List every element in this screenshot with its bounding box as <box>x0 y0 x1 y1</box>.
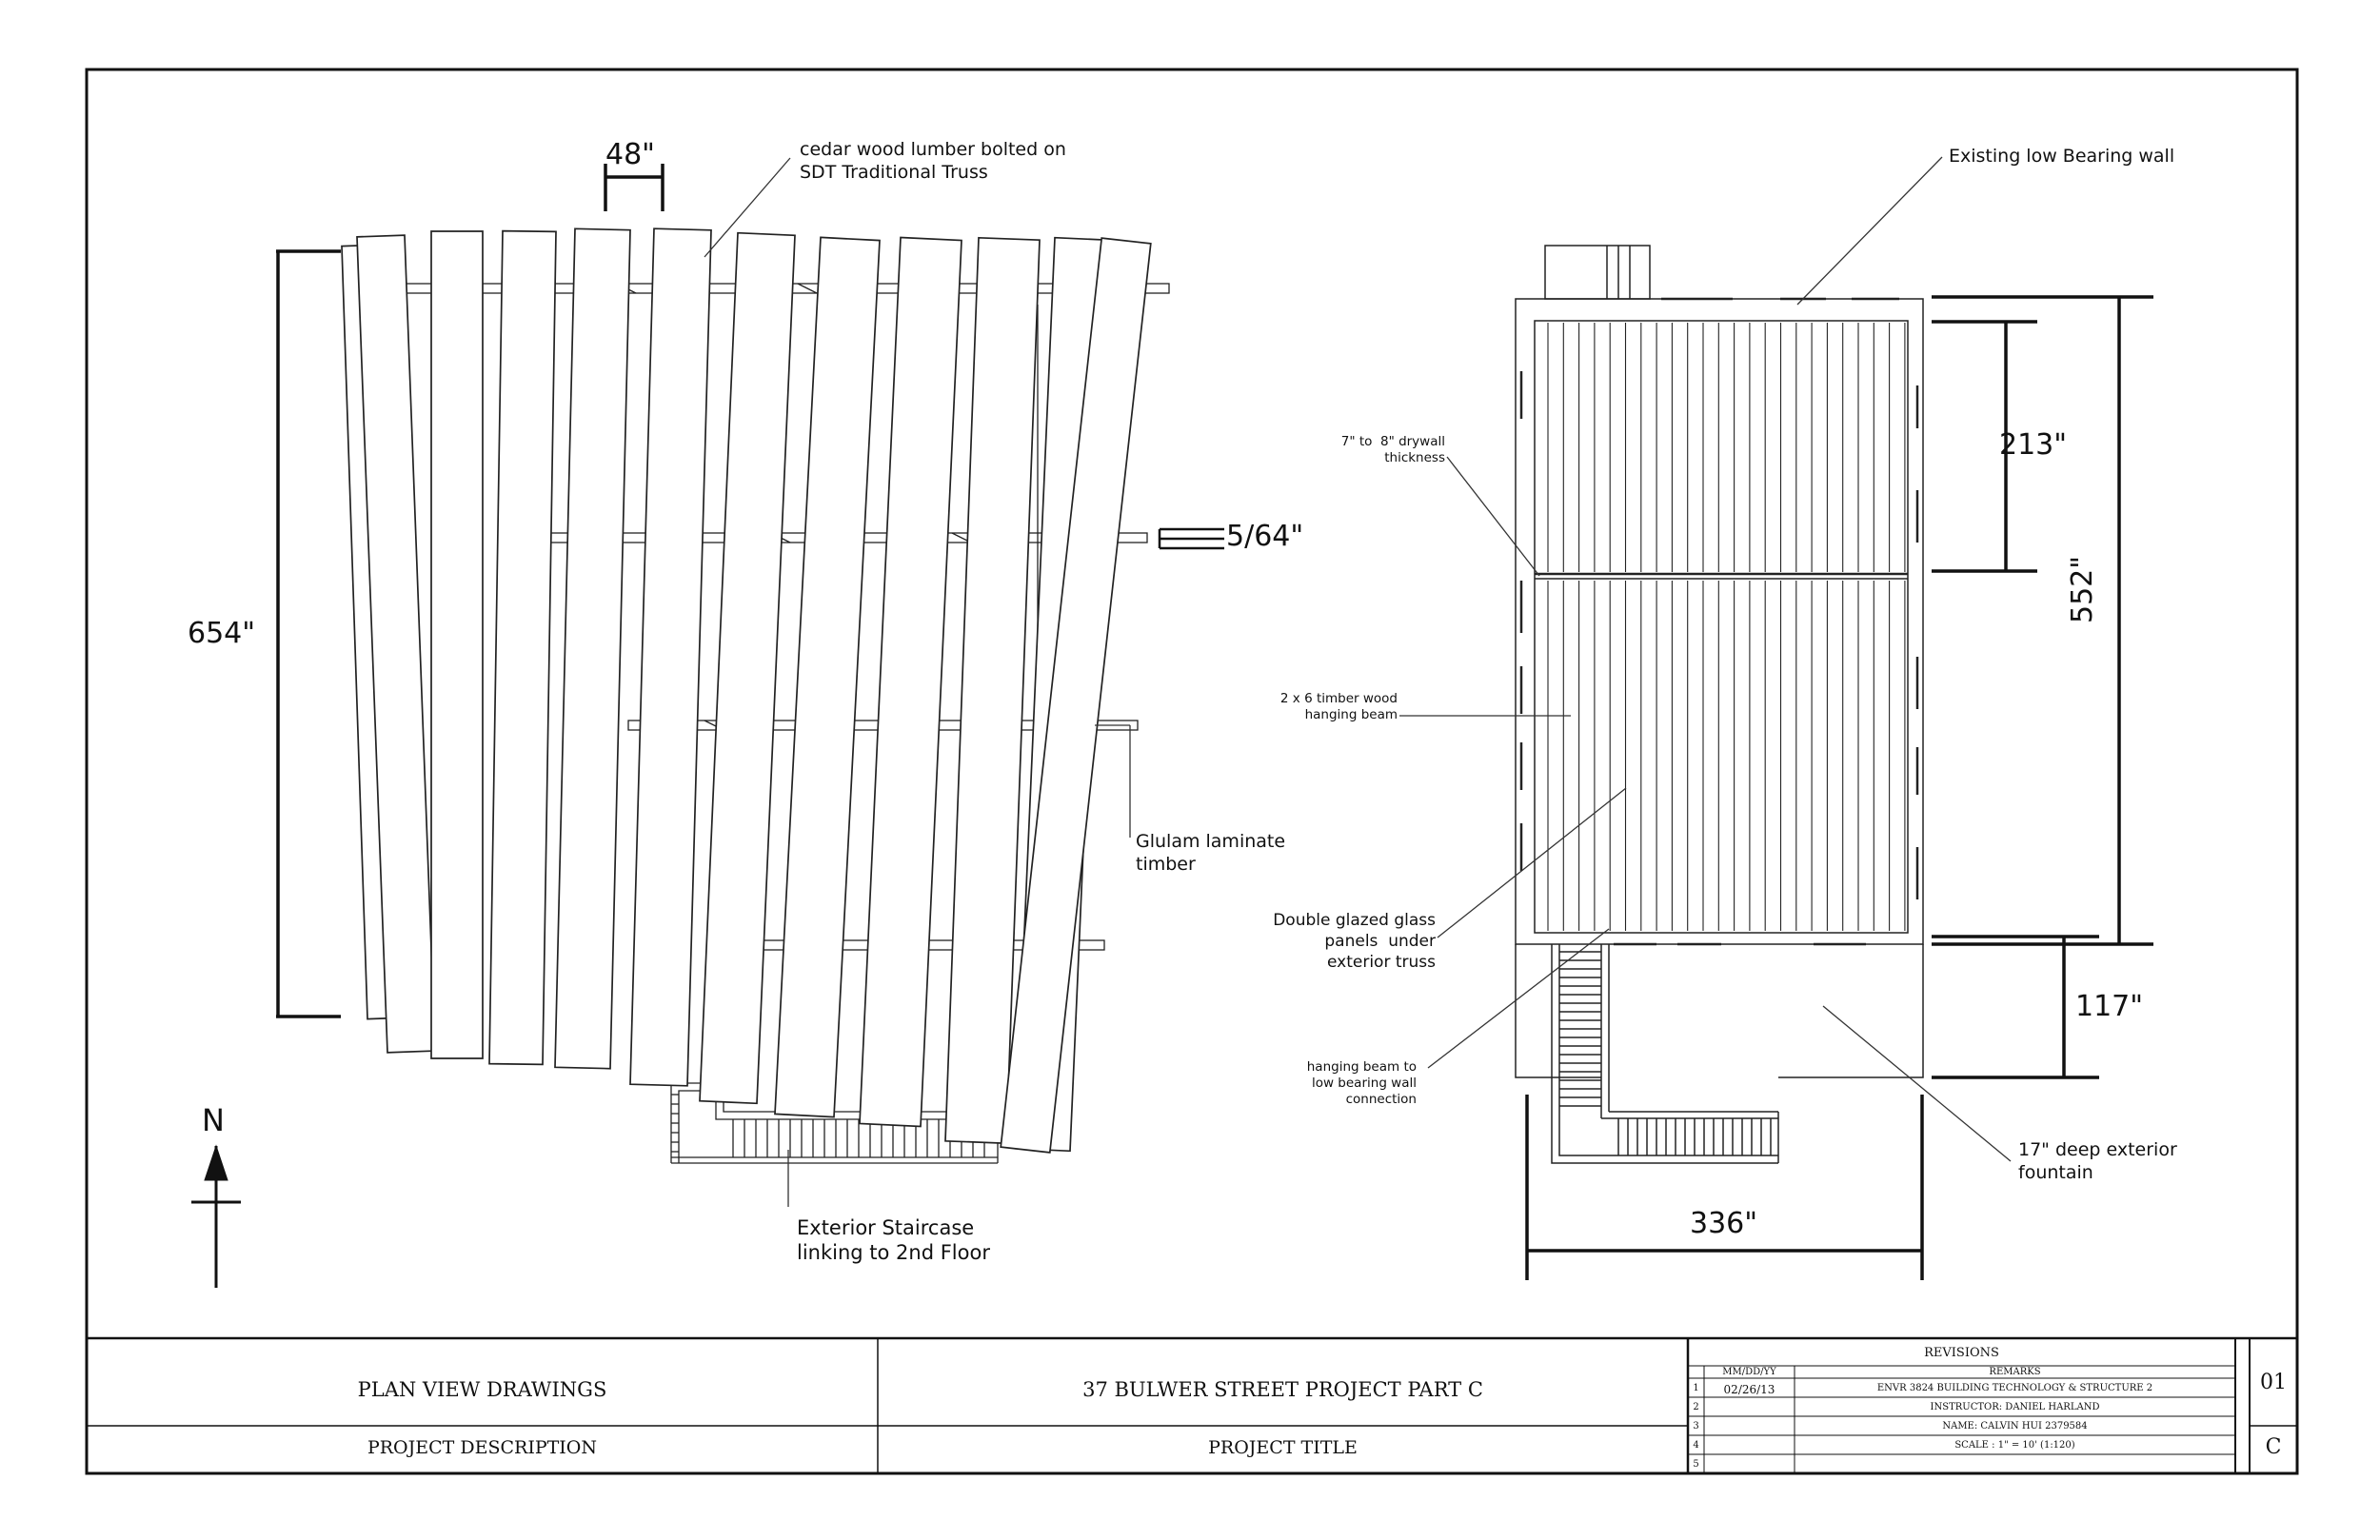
annotation-hanging-beam: 2 x 6 timber wood hanging beam <box>1279 691 1398 722</box>
revision-row-remark: SCALE : 1" = 10' (1:120) <box>1954 1440 2075 1451</box>
revisions-heading: REVISIONS <box>1924 1346 1999 1360</box>
revision-row-remark: NAME: CALVIN HUI 2379584 <box>1942 1421 2088 1431</box>
annotation-beam-connection: hanging beam to low bearing wall connection <box>1306 1059 1417 1107</box>
revision-row-num: 2 <box>1693 1402 1699 1412</box>
dimension-width-48: 48" <box>605 138 655 171</box>
cedar-board <box>630 228 711 1086</box>
revision-row-date: 02/26/13 <box>1723 1383 1775 1396</box>
cedar-lumber-boards <box>342 228 1151 1153</box>
revisions-col-remarks: REMARKS <box>1989 1367 2041 1377</box>
building-floor-plan <box>1516 246 1923 1163</box>
north-arrow <box>191 1146 241 1288</box>
cedar-board <box>860 238 962 1127</box>
cedar-board <box>775 237 880 1116</box>
annotation-fountain: 17" deep exterior fountain <box>2018 1139 2177 1183</box>
truss-roof-plan <box>342 228 1169 1163</box>
inner-panel-frame <box>1535 321 1908 933</box>
annotation-drywall: 7" to 8" drywall thickness <box>1340 434 1445 465</box>
project-title-value: 37 BULWER STREET PROJECT PART C <box>1082 1378 1483 1401</box>
annotation-cedar-lumber: cedar wood lumber bolted on SDT Traditional Truss <box>800 139 1066 183</box>
beam-joint <box>798 284 817 293</box>
annotation-bearing-wall: Existing low Bearing wall <box>1949 146 2175 167</box>
revision-row-num: 1 <box>1693 1383 1699 1393</box>
dimension-336: 336" <box>1690 1207 1758 1240</box>
annotation-exterior-staircase: Exterior Staircase linking to 2nd Floor <box>797 1216 990 1264</box>
project-description-label: PROJECT DESCRIPTION <box>367 1437 598 1458</box>
outer-wall <box>1516 299 1923 944</box>
project-description-value: PLAN VIEW DRAWINGS <box>357 1378 607 1401</box>
cedar-board <box>489 231 556 1065</box>
right-leader-lines <box>1399 157 2011 1161</box>
dimension-213: 213" <box>1999 428 2068 462</box>
cedar-board <box>431 231 483 1058</box>
dimension-552: 552" <box>2066 555 2099 623</box>
revisions-col-date: MM/DD/YY <box>1722 1367 1776 1377</box>
dimension-117: 117" <box>2075 990 2144 1023</box>
revision-row-remark: ENVR 3824 BUILDING TECHNOLOGY & STRUCTURE 2 <box>1876 1383 2153 1393</box>
cedar-board <box>700 233 795 1104</box>
dimension-height-654: 654" <box>188 617 256 650</box>
revision-row-remark: INSTRUCTOR: DANIEL HARLAND <box>1930 1402 2100 1412</box>
sheet-number: 01 <box>2260 1371 2287 1394</box>
revision-row-num: 4 <box>1693 1440 1699 1451</box>
north-label: N <box>202 1102 225 1138</box>
revision-row-num: 3 <box>1693 1421 1699 1431</box>
cedar-board <box>555 228 630 1068</box>
revision-row-num: 5 <box>1693 1459 1699 1470</box>
project-title-label: PROJECT TITLE <box>1208 1437 1358 1458</box>
annotation-glass-panels: Double glazed glass panels under exterior truss <box>1273 911 1436 972</box>
glass-panels <box>1548 323 1905 931</box>
annotation-glulam-timber: Glulam laminate timber <box>1136 831 1286 875</box>
sheet-letter: C <box>2265 1435 2282 1459</box>
dimension-beam-gap: 5/64" <box>1226 520 1304 553</box>
